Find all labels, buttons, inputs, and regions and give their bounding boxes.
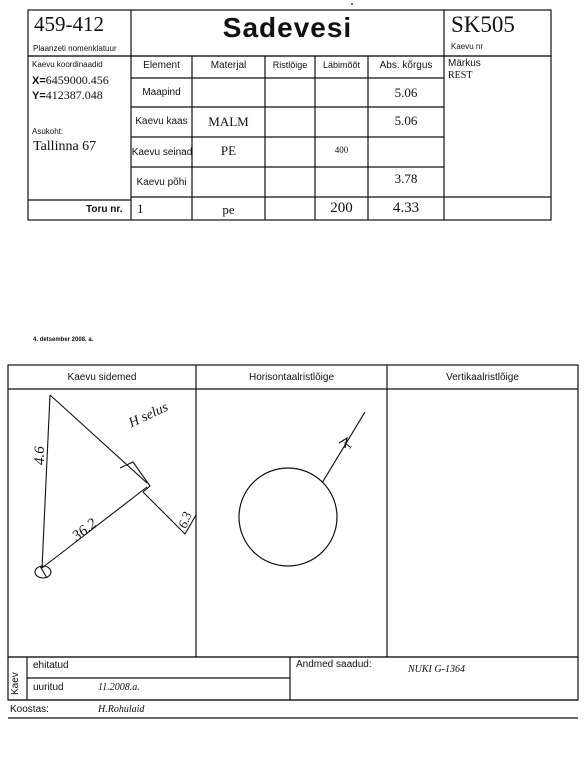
data-from-value: NUKI G-1364 bbox=[408, 664, 465, 675]
row-height: 3.78 bbox=[394, 171, 418, 186]
row-element: Kaevu kaas bbox=[135, 116, 188, 127]
address-label: Asukoht: bbox=[32, 127, 64, 136]
row-element: Maapind bbox=[142, 87, 181, 98]
y-coordinate bbox=[32, 88, 103, 103]
dim-label-left: 4.6 bbox=[32, 446, 48, 465]
pipe-material: pe bbox=[222, 202, 235, 217]
panel-header-links: Kaevu sidemed bbox=[67, 372, 137, 383]
row-material: PE bbox=[220, 143, 237, 158]
well-caption: Kaevu nr bbox=[451, 42, 484, 51]
x-coordinate bbox=[32, 73, 109, 88]
page-title: Sadevesi bbox=[222, 12, 353, 43]
built-label: ehitatud bbox=[33, 660, 69, 671]
updated-value: 11.2008.a. bbox=[98, 682, 140, 693]
coords-label: Kaevu koordinaadid bbox=[32, 60, 103, 69]
compiled-label: Koostas: bbox=[10, 704, 49, 715]
well-id: SK505 bbox=[451, 12, 515, 37]
updated-label: uuritud bbox=[33, 682, 64, 693]
address: Tallinna 67 bbox=[33, 139, 97, 154]
col-header-section: Ristlõige bbox=[272, 60, 308, 70]
date-line: 4. detsember 2008. a. bbox=[33, 337, 94, 343]
data-from-label: Andmed saadud: bbox=[296, 659, 372, 670]
footer-side-label: Kaev bbox=[10, 672, 21, 695]
row-height: 5.06 bbox=[394, 85, 418, 100]
col-header-height: Abs. kõrgus bbox=[379, 60, 433, 71]
col-header-element: Element bbox=[143, 60, 180, 71]
row-height: 5.06 bbox=[394, 113, 418, 128]
horizontal-section-sketch bbox=[239, 412, 365, 566]
row-element: Kaevu seinad bbox=[131, 147, 193, 158]
pipe-height: 4.33 bbox=[392, 200, 420, 216]
col-header-material: Materjal bbox=[210, 60, 247, 71]
panel-header-horizontal: Horisontaalristlõige bbox=[248, 372, 335, 383]
col-header-diameter: Läbimõõt bbox=[322, 60, 361, 70]
x-value: 6459000.456 bbox=[45, 73, 109, 87]
panel-header-vertical: Vertikaalristlõige bbox=[446, 372, 519, 383]
pipe-label: Toru nr. bbox=[86, 204, 123, 215]
pipe-number: 1 bbox=[137, 201, 144, 216]
y-value: 412387.048 bbox=[45, 88, 103, 102]
sketch-note: H selus bbox=[126, 399, 171, 432]
compiled-value: H.Rohulaid bbox=[98, 704, 145, 715]
well-links-sketch bbox=[35, 395, 196, 578]
y-label: Y= bbox=[32, 90, 46, 102]
x-label: X= bbox=[32, 75, 46, 87]
row-material: MALM bbox=[208, 114, 249, 129]
row-diameter: 400 bbox=[334, 145, 349, 155]
row-element: Kaevu põhi bbox=[136, 177, 187, 188]
dim-label-right: 6.3 bbox=[174, 509, 195, 531]
plan-code: 459-412 bbox=[34, 12, 104, 36]
remarks-label: Märkus bbox=[448, 58, 481, 69]
plan-caption: Plaanzeti nomenklatuur bbox=[33, 44, 117, 53]
pipe-diameter: 200 bbox=[330, 200, 353, 216]
remarks-value: REST bbox=[448, 70, 473, 81]
pipe-tag: 1 bbox=[340, 439, 356, 452]
dim-label-diagonal: 36.2 bbox=[69, 515, 101, 545]
